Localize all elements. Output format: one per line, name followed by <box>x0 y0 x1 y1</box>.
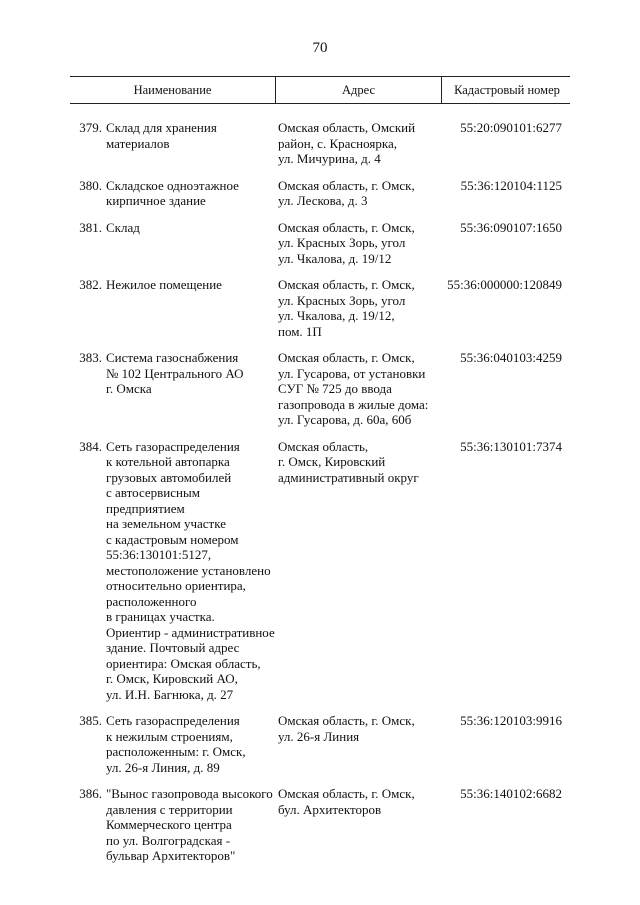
address-cell: Омская область, г. Омск, ул. 26-я Линия <box>278 713 415 744</box>
name-cell <box>70 350 275 428</box>
cadastral-cell: 55:36:040103:4259 <box>460 350 562 365</box>
name-cell <box>70 439 275 703</box>
address-cell: Омская область, Омский район, с. Красноярка, ул. Мичурина, д. 4 <box>278 120 416 166</box>
address-cell: Омская область, г. Омск, Кировский административный округ <box>278 438 419 485</box>
cadastral-cell: 55:36:140102:6682 <box>460 786 562 801</box>
object-name: Складское одноэтажное кирпичное здание <box>106 177 239 208</box>
name-cell <box>70 277 275 339</box>
row-number: 383. <box>79 350 102 365</box>
address-cell: Омская область, г. Омск, ул. Гусарова, от установки СУГ № 725 до ввода газопровода в жилые дома: ул. Гусарова, д. 60а, 60б <box>278 350 429 427</box>
address-cell: Омская область, г. Омск, ул. Красных Зорь, угол ул. Чкалова, д. 19/12, пом. 1П <box>278 277 415 339</box>
cadastral-cell: 55:36:000000:120849 <box>447 277 562 292</box>
cadastral-cell: 55:36:120103:9916 <box>460 713 562 728</box>
property-table <box>70 76 570 875</box>
object-name: Сеть газораспределения к котельной автопарка грузовых автомобилей с автосервисным предприятием на земельном участке с кадастровым номером 55:36:130101:5127, местоположение установлено относительно ориентира, расположенного в границах участка. Ориентир - административное здание. Почтовый адрес ориентира: Омская область, г. Омск, Кировский АО, ул. И.Н. Багнюка, д. 27 <box>106 438 275 702</box>
address-cell: Омская область, г. Омск, ул. Лескова, д. 3 <box>278 177 415 208</box>
object-name: Нежилое помещение <box>106 277 222 292</box>
page-number: 70 <box>312 40 328 56</box>
table-row <box>70 277 570 339</box>
object-name: "Вынос газопровода высокого давления с территории Коммерческого центра по ул. Волгоградская - бульвар Архитекторов" <box>106 786 273 863</box>
table-row <box>70 178 570 209</box>
table-row <box>70 120 570 167</box>
object-name: Склад <box>106 219 140 235</box>
table-header <box>70 76 570 104</box>
object-name: Система газоснабжения № 102 Центрального АО г. Омска <box>106 350 244 396</box>
header-name: Наименование <box>70 77 276 103</box>
address-cell: Омская область, г. Омск, бул. Архитекторов <box>278 786 415 817</box>
name-cell <box>70 713 275 775</box>
name-cell <box>70 786 275 864</box>
table-row <box>70 220 570 267</box>
object-name: Склад для хранения материалов <box>106 120 217 151</box>
name-cell <box>70 120 275 167</box>
row-number: 382. <box>79 277 102 292</box>
row-number: 381. <box>79 219 102 235</box>
table-row <box>70 713 570 775</box>
cadastral-cell: 55:20:090101:6277 <box>460 120 562 135</box>
table-row <box>70 786 570 864</box>
row-number: 385. <box>79 713 102 728</box>
object-name: Сеть газораспределения к нежилым строениям, расположенным: г. Омск, ул. 26-я Линия, д. 89 <box>106 713 246 775</box>
cadastral-cell: 55:36:120104:1125 <box>460 177 562 193</box>
cadastral-cell: 55:36:090107:1650 <box>460 219 562 235</box>
header-cadastral: Кадастровый номер <box>454 83 560 97</box>
row-number: 379. <box>79 120 102 135</box>
row-number: 380. <box>79 177 102 193</box>
cadastral-cell: 55:36:130101:7374 <box>460 438 562 454</box>
table-row <box>70 439 570 703</box>
table-body <box>70 120 570 864</box>
table-row <box>70 350 570 428</box>
name-cell <box>70 178 275 209</box>
row-number: 384. <box>79 438 102 454</box>
row-number: 386. <box>79 786 102 801</box>
name-cell <box>70 220 275 267</box>
header-address: Адрес <box>276 77 442 103</box>
address-cell: Омская область, г. Омск, ул. Красных Зорь, угол ул. Чкалова, д. 19/12 <box>278 219 415 266</box>
